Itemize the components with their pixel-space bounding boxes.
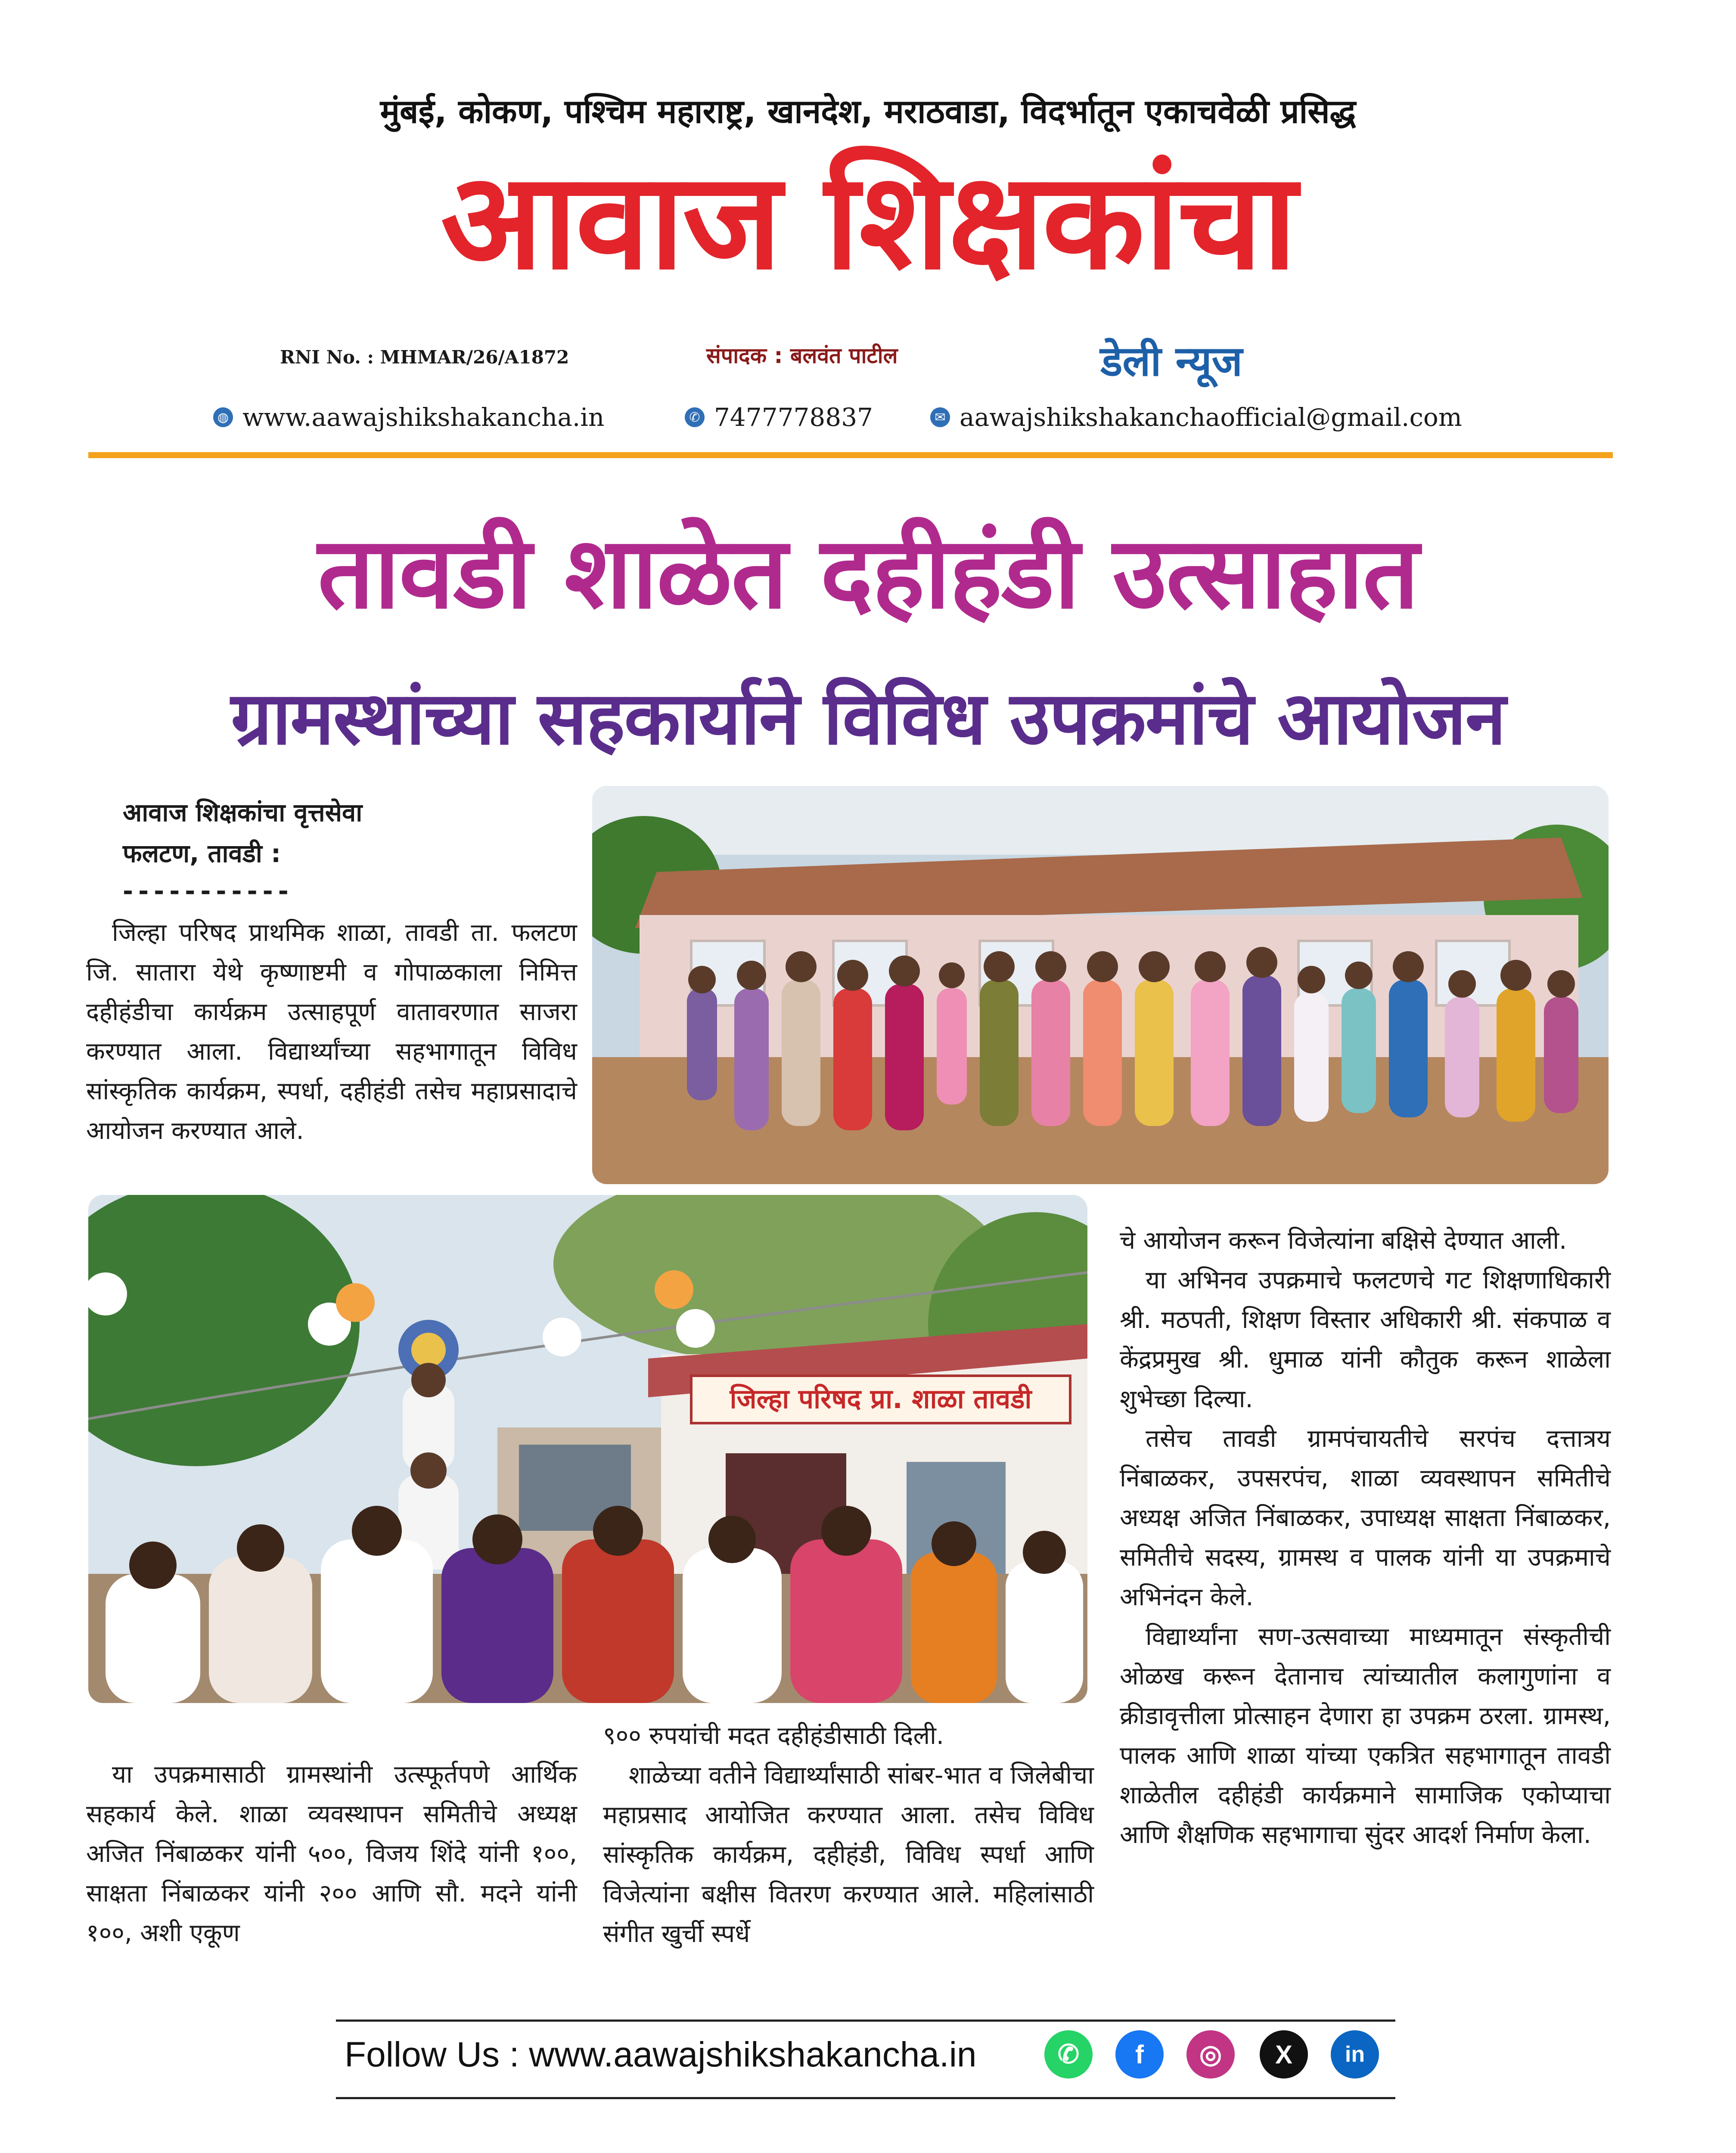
school-sign: जिल्हा परिषद प्रा. शाळा तावडी bbox=[730, 1383, 1032, 1415]
article-column-2 bbox=[603, 1716, 1094, 1954]
globe-icon: ◍ bbox=[213, 407, 233, 427]
email-text: aawajshikshakanchaofficial@gmail.com bbox=[960, 403, 1462, 432]
whatsapp-icon[interactable]: ✆ bbox=[1044, 2030, 1093, 2079]
x-icon[interactable]: X bbox=[1260, 2030, 1308, 2079]
separator: ----------- bbox=[123, 876, 294, 906]
dahihandi-photo bbox=[88, 1195, 1087, 1703]
phone-text: 7477778837 bbox=[714, 403, 873, 432]
dateline: फलटण, तावडी : bbox=[123, 839, 281, 868]
column-2-paragraph-2: शाळेच्या वतीने विद्यार्थ्यांसाठी सांबर-भात व जिलेबीचा महाप्रसाद आयोजित करण्यात आला. तसेच विविध सांस्कृतिक कार्यक्रम, दहीहंडी, विविध स्पर्धा आणि विजेत्यांना बक्षीस वितरण करण्यात आले. महिलांसाठी संगीत खुर्ची स्पर्धे bbox=[603, 1761, 1094, 1948]
instagram-icon[interactable]: ◎ bbox=[1186, 2030, 1235, 2079]
article-headline: तावडी शाळेत दहीहंडी उत्साहात bbox=[317, 516, 1419, 631]
phone-contact[interactable] bbox=[685, 403, 873, 432]
column-3-paragraph-4: विद्यार्थ्यांना सण-उत्सवाच्या माध्यमातून संस्कृतीची ओळख करून देतानाच त्यांच्यातील कलागुणांना व क्रीडावृत्तीला प्रोत्साहन देणारा हा उपक्रम ठरला. ग्रामस्थ, पालक आणि शाळा यांच्या एकत्रित सहभागातून तावडी शाळेतील दहीहंडी कार्यक्रमाने सामाजिक एकोप्याचा आणि शैक्षणिक सहभागाचा सुंदर आदर्श निर्माण केला. bbox=[1120, 1623, 1611, 1849]
edition-label: डेली न्यूज bbox=[1100, 337, 1242, 385]
masthead-divider bbox=[88, 452, 1613, 458]
rni-number: RNI No. : MHMAR/26/A1872 bbox=[280, 347, 569, 368]
mail-icon: ✉ bbox=[930, 407, 950, 427]
article-subheadline: ग्रामस्थांच्या सहकार्याने विविध उपक्रमांचे आयोजन bbox=[231, 676, 1505, 761]
website-text: www.aawajshikshakancha.in bbox=[242, 403, 605, 432]
footer-bottom-rule bbox=[336, 2097, 1395, 2099]
column-1-paragraph: या उपक्रमासाठी ग्रामस्थांनी उत्स्फूर्तपणे आर्थिक सहकार्य केले. शाळा व्यवस्थापन समितीचे अध्यक्ष अजित निंबाळकर यांनी ५००, विजय शिंदे यांनी १००, साक्षता निंबाळकर यांनी २०० आणि सौ. मदने यांनी १००, अशी एकूण bbox=[86, 1760, 577, 1947]
facebook-icon[interactable]: f bbox=[1115, 2030, 1164, 2079]
intro-paragraph: जिल्हा परिषद प्राथमिक शाळा, तावडी ता. फलटण जि. सातारा येथे कृष्णाष्टमी व गोपाळकाला निमित्त दहीहंडीचा कार्यक्रम उत्साहपूर्ण वातावरणात साजरा करण्यात आला. विद्यार्थ्यांच्या सहभागातून विविध सांस्कृतिक कार्यक्रम, स्पर्धा, दहीहंडी तसेच महाप्रसादाचे आयोजन करण्यात आले. bbox=[86, 918, 577, 1145]
phone-icon: ✆ bbox=[685, 407, 705, 427]
article-column-3 bbox=[1120, 1221, 1611, 1855]
column-3-paragraph-3: तसेच तावडी ग्रामपंचायतीचे सरपंच दत्तात्रय निंबाळकर, उपसरपंच, शाळा व्यवस्थापन समितीचे अध्यक्ष अजित निंबाळकर, उपाध्यक्ष साक्षता निंबाळकर, समितीचे सदस्य, ग्रामस्थ व पालक यांनी या उपक्रमाचे अभिनंदन केले. bbox=[1120, 1424, 1611, 1611]
email-contact[interactable] bbox=[930, 403, 1462, 432]
group-photo bbox=[592, 786, 1609, 1184]
column-2-paragraph-1: ९०० रुपयांची मदत दहीहंडीसाठी दिली. bbox=[603, 1722, 944, 1750]
masthead-tagline: मुंबई, कोकण, पश्चिम महाराष्ट्र, खानदेश, मराठवाडा, विदर्भातून एकाचवेळी प्रसिद्ध bbox=[380, 92, 1356, 130]
dahihandi-photo-illustration bbox=[88, 1195, 1087, 1703]
editor-line: संपादक : बलवंत पाटील bbox=[706, 343, 898, 368]
group-photo-illustration bbox=[592, 786, 1609, 1184]
footer-top-rule bbox=[336, 2020, 1395, 2022]
column-3-paragraph-2: या अभिनव उपक्रमाचे फलटणचे गट शिक्षणाधिकारी श्री. मठपती, शिक्षण विस्तार अधिकारी श्री. संकपाळ व केंद्रप्रमुख श्री. धुमाळ यांनी कौतुक करून शाळेला शुभेच्छा दिल्या. bbox=[1120, 1266, 1611, 1413]
follow-us-text[interactable]: Follow Us : www.aawajshikshakancha.in bbox=[345, 2035, 977, 2074]
masthead-title: आवाज शिक्षकांचा bbox=[441, 144, 1295, 299]
article-intro bbox=[86, 913, 577, 1151]
article-column-1 bbox=[86, 1755, 577, 1953]
linkedin-icon[interactable]: in bbox=[1331, 2030, 1379, 2079]
website-contact[interactable] bbox=[213, 403, 604, 432]
news-source: आवाज शिक्षकांचा वृत्तसेवा bbox=[123, 798, 363, 827]
column-3-paragraph-1: चे आयोजन करून विजेत्यांना बक्षिसे देण्यात आली. bbox=[1120, 1226, 1567, 1255]
